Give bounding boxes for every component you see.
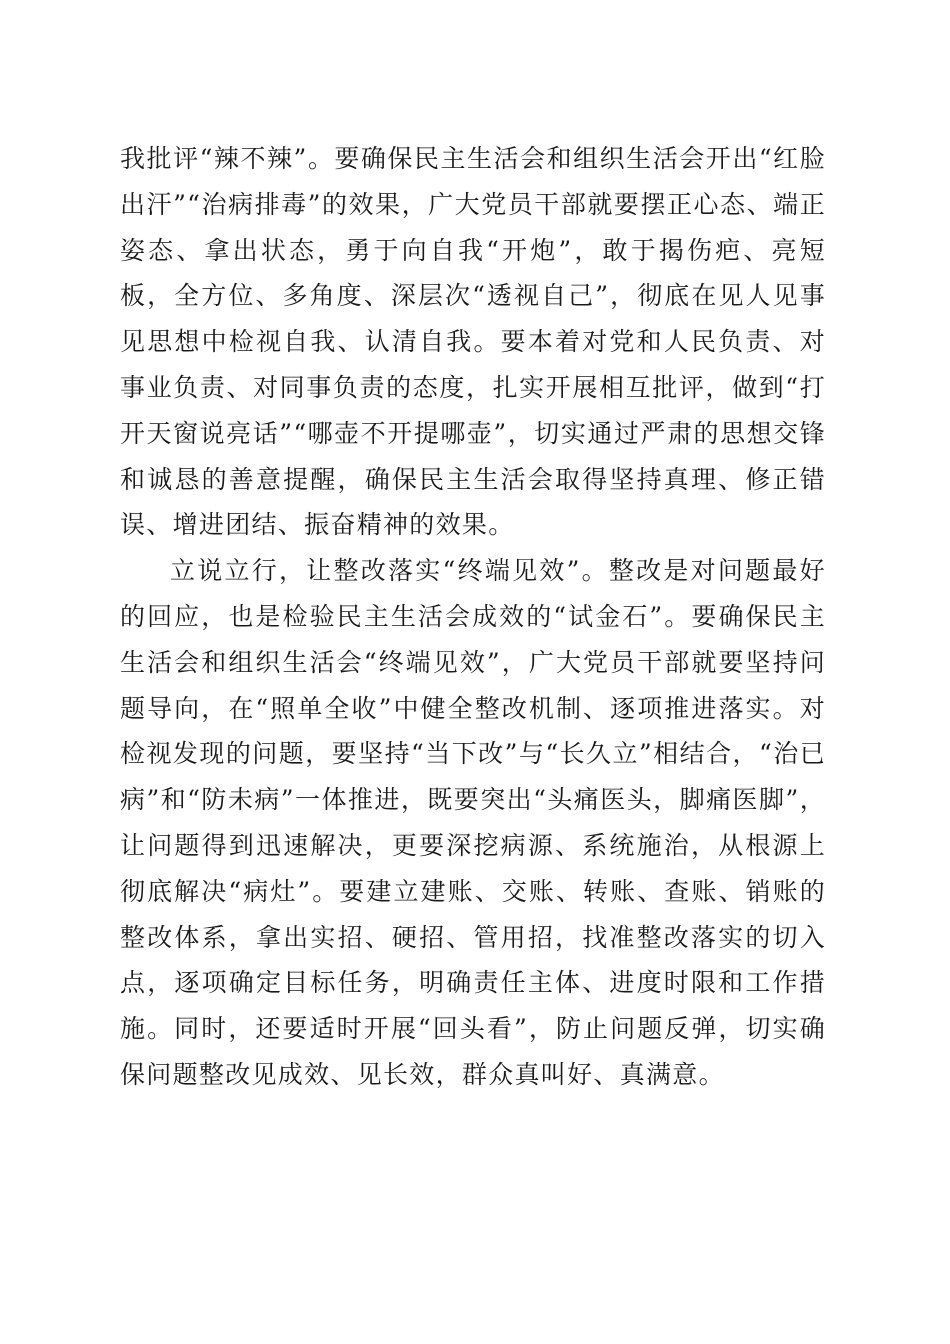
paragraph-rectification: 立说立行，让整改落实“终端见效”。整改是对问题最好的回应，也是检验民主生活会成效的“试金石”。要确保民主生活会和组织生活会“终端见效”，广大党员干部就要坚持问题导向，在“照单全收”中健全整改机制、逐项推进落实。对检视发现的问题，要坚持“当下改”与“长久立”相结合，“治已病”和“防未病”一体推进，既要突出“头痛医头，脚痛医脚”，让问题得到迅速解决，更要深挖病源、系统施治，从根源上彻底解决“病灶”。要建立建账、交账、转账、查账、销账的整改体系，拿出实招、硬招、管用招，找准整改落实的切入点，逐项确定目标任务，明确责任主体、进度时限和工作措施。同时，还要适时开展“回头看”，防止问题反弹，切实确保问题整改见成效、见长效，群众真叫好、真满意。 [120,556,826,1089]
document-body [120,136,826,1098]
paragraph-continuation: 我批评“辣不辣”。要确保民主生活会和组织生活会开出“红脸出汗”“治病排毒”的效果，广大党员干部就要摆正心态、端正姿态、拿出状态，勇于向自我“开炮”，敢于揭伤疤、亮短板，全方位、多角度、深层次“透视自己”，彻底在见人见事见思想中检视自我、认清自我。要本着对党和人民负责、对事业负责、对同事负责的态度，扎实开展相互批评，做到“打开天窗说亮话”“哪壶不开提哪壶”，切实通过严肃的思想交锋和诚恳的善意提醒，确保民主生活会取得坚持真理、修正错误、增进团结、振奋精神的效果。 [120,144,826,540]
